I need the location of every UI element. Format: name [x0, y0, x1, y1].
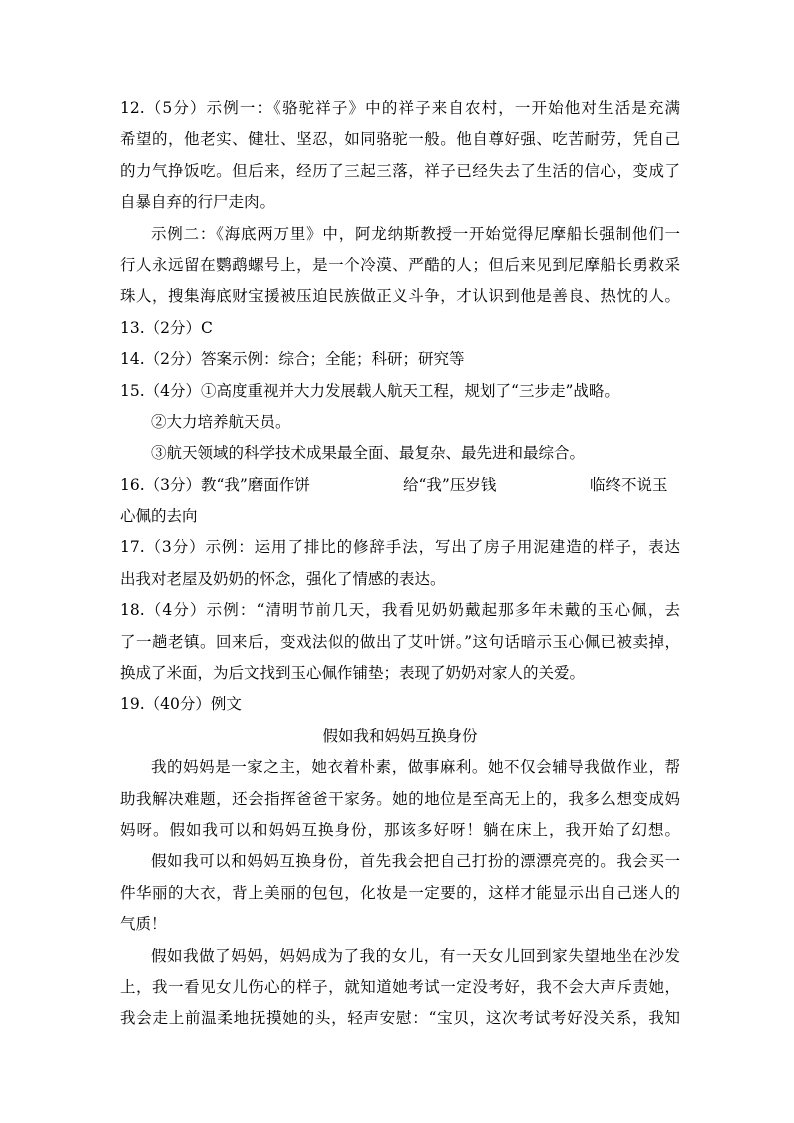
q16-part-2: 给“我”压岁钱	[403, 475, 497, 494]
essay-p1-line-2: 助我解决难题，还会指挥爸爸干家务。她的地位是至高无上的，我多么想变成妈	[120, 789, 680, 808]
essay-p2-line-2: 件华丽的大衣，背上美丽的包包，化妆是一定要的，这样才能显示出自己迷人的	[120, 883, 680, 902]
q14-answer: 14.（2分）答案示例：综合；全能；科研；研究等	[120, 350, 465, 369]
q12-example2-line-2: 行人永远留在鹦鹉螺号上，是一个冷漠、严酷的人；但后来见到尼摩船长勇救采	[120, 255, 680, 274]
q19-heading: 19.（40分）例文	[120, 695, 242, 714]
essay-p1-line-1: 我的妈妈是一家之主，她衣着朴素，做事麻利。她不仅会辅导我做作业，帮	[151, 758, 680, 777]
q16-line-1	[120, 470, 680, 501]
q15-line-1: 15.（4分）①高度重视并大力发展载人航天工程，规划了“三步走”战略。	[120, 381, 620, 400]
q13-answer: 13.（2分）C	[120, 318, 213, 337]
answer-content	[120, 93, 680, 1035]
q12-example2-line-1: 示例二：《海底两万里》中，阿龙纳斯教授一开始觉得尼摩船长强制他们一	[151, 224, 680, 243]
q12-example2-line-3: 珠人，搜集海底财宝援被压迫民族做正义斗争，才认识到他是善良、热忱的人。	[120, 287, 680, 306]
q15-line-2: ②大力培养航天员。	[151, 412, 291, 431]
q16-line-2: 心佩的去向	[120, 507, 198, 526]
q18-line-3: 换成了米面，为后文找到玉心佩作铺垫；表现了奶奶对家人的关爱。	[120, 664, 586, 683]
essay-p1-line-3: 妈呀。假如我可以和妈妈互换身份，那该多好呀！躺在床上，我开始了幻想。	[120, 820, 680, 839]
q16-part-3: 临终不说玉	[590, 475, 668, 494]
q12-line-2: 希望的，他老实、健壮、坚忍，如同骆驼一般。他自尊好强、吃苦耐劳，凭自己	[120, 130, 680, 149]
essay-p3-line-2: 上，我一看见女儿伤心的样子，就知道她考试一定没考好，我不会大声斥责她，	[120, 977, 680, 996]
essay-p2-line-3: 气质！	[120, 915, 167, 934]
q18-line-1: 18.（4分）示例：“清明节前几天，我看见奶奶戴起那多年未戴的玉心佩，去	[120, 601, 680, 620]
essay-title: 假如我和妈妈互换身份	[322, 726, 478, 745]
q18-line-2: 了一趟老镇。回来后，变戏法似的做出了艾叶饼。”这句话暗示玉心佩已被卖掉，	[120, 632, 680, 651]
essay-p3-line-1: 假如我做了妈妈，妈妈成为了我的女儿，有一天女儿回到家失望地坐在沙发	[151, 946, 680, 965]
q12-line-3: 的力气挣饭吃。但后来，经历了三起三落，祥子已经失去了生活的信心，变成了	[120, 161, 680, 180]
q17-line-2: 出我对老屋及奶奶的怀念，强化了情感的表达。	[120, 569, 446, 588]
q12-line-4: 自暴自弃的行尸走肉。	[120, 193, 276, 212]
q16-part-1: 16.（3分）教“我”磨面作饼	[120, 475, 310, 494]
q12-line-1: 12.（5分）示例一：《骆驼祥子》中的祥子来自农村，一开始他对生活是充满	[120, 99, 680, 117]
q15-line-3: ③航天领域的科学技术成果最全面、最复杂、最先进和最综合。	[151, 444, 586, 463]
essay-p3-line-3: 我会走上前温柔地抚摸她的头，轻声安慰：“宝贝，这次考试考好没关系，我知	[120, 1009, 680, 1028]
essay-p2-line-1: 假如我可以和妈妈互换身份，首先我会把自己打扮的漂漂亮亮的。我会买一	[151, 852, 680, 871]
q17-line-1: 17.（3分）示例：运用了排比的修辞手法，写出了房子用泥建造的样子，表达	[120, 538, 680, 557]
